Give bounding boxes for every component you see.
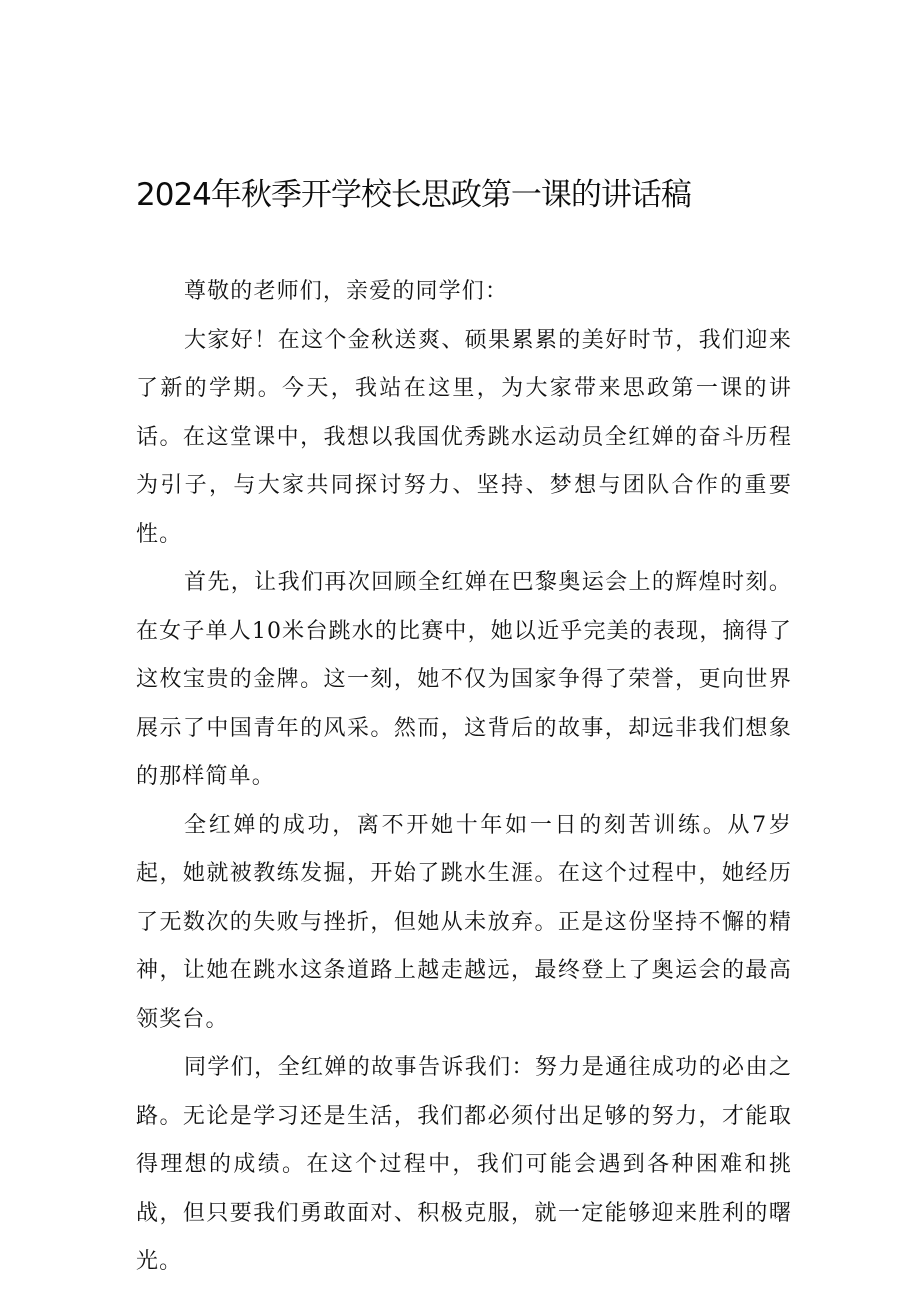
greeting-line: 尊敬的老师们，亲爱的同学们： [184,279,509,304]
document-title: 2024年秋季开学校长思政第一课的讲话稿 [136,177,691,213]
paragraph-2: 首先，让我们再次回顾全红婵在巴黎奥运会上的辉煌时刻。在女子单人10米台跳水的比赛中，她以近乎完美的表现，摘得了这枚宝贵的金牌。这一刻，她不仅为国家争得了荣誉，更向世界展示了中国青年的风采。然而，这背后的故事，却远非我们想象的那样简单。 [136,570,792,789]
paragraph-3: 全红婵的成功，离不开她十年如一日的刻苦训练。从7岁起，她就被教练发掘，开始了跳水生涯。在这个过程中，她经历了无数次的失败与挫折，但她从未放弃。正是这份坚持不懈的精神，让她在跳水这条道路上越走越远，最终登上了奥运会的最高领奖台。 [136,812,792,1032]
paragraph-4: 同学们，全红婵的故事告诉我们：努力是通往成功的必由之路。无论是学习还是生活，我们都必须付出足够的努力，才能取得理想的成绩。在这个过程中，我们可能会遇到各种困难和挑战，但只要我们勇敢面对、积极克服，就一定能够迎来胜利的曙光。 [136,1055,792,1274]
document-body [136,268,792,1287]
paragraph-1: 大家好！在这个金秋送爽、硕果累累的美好时节，我们迎来了新的学期。今天，我站在这里，为大家带来思政第一课的讲话。在这堂课中，我想以我国优秀跳水运动员全红婵的奋斗历程为引子，与大家共同探讨努力、坚持、梦想与团队合作的重要性。 [136,327,792,547]
